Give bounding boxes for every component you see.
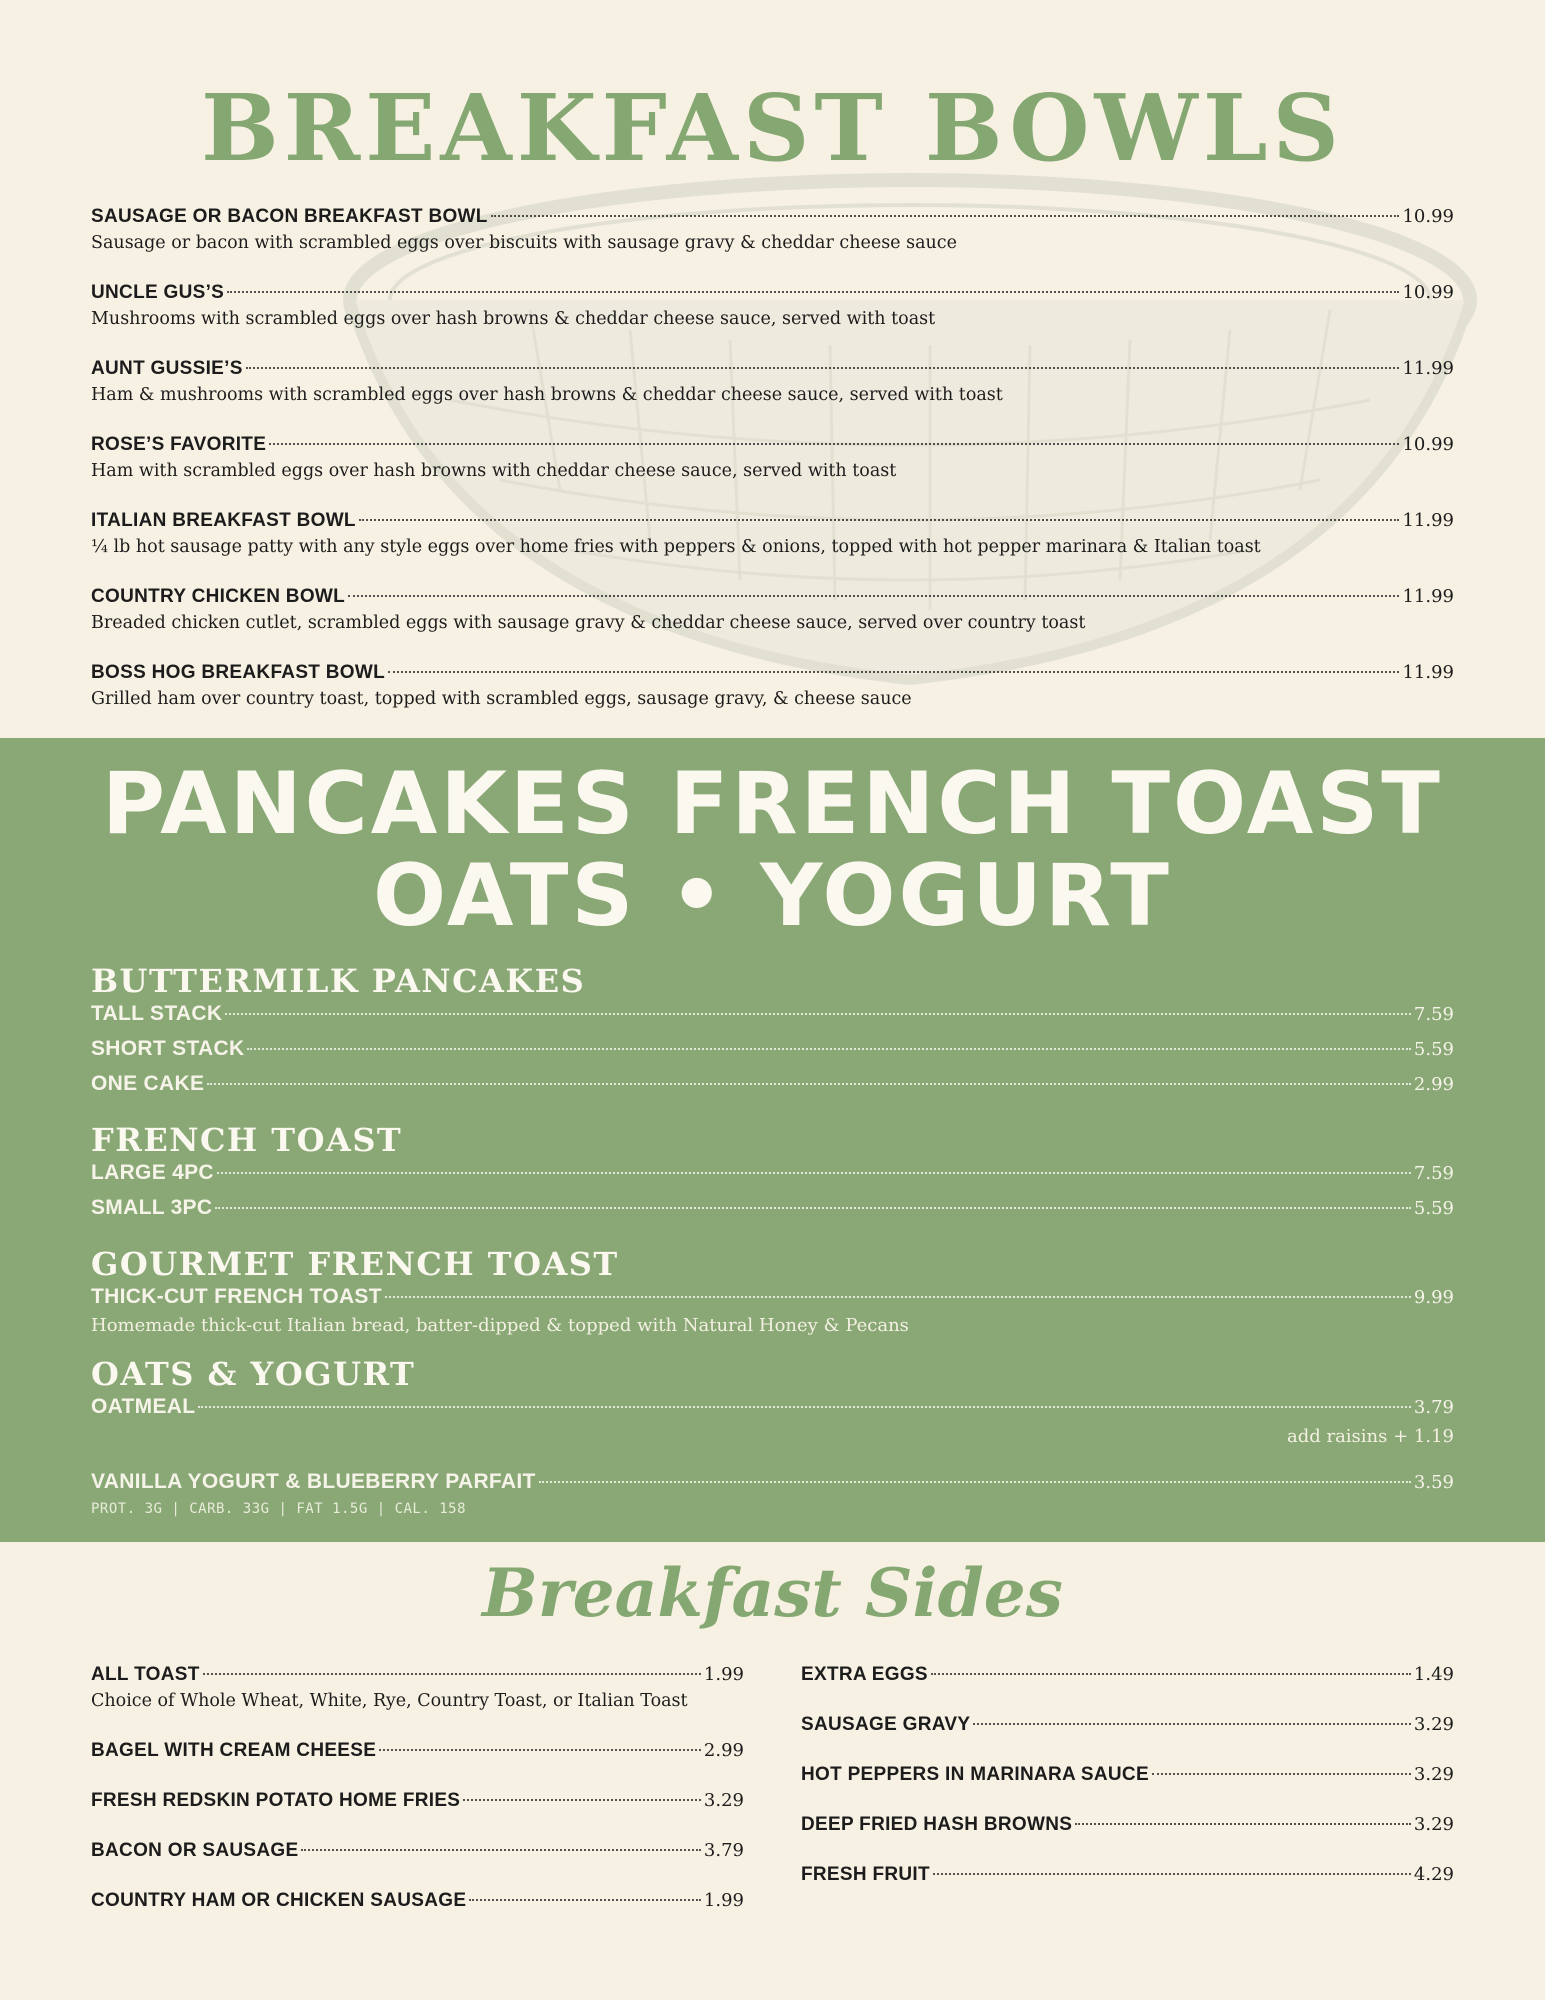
dot-leader (469, 1899, 701, 1901)
item-price: 3.79 (703, 1840, 744, 1861)
item-description: Ham with scrambled eggs over hash browns with cheddar cheese sauce, served with toast (91, 461, 897, 481)
item-price: 1.99 (703, 1890, 744, 1911)
sides-left-column (91, 1664, 744, 1940)
item-name: OATMEAL (91, 1395, 196, 1418)
breakfast-bowls-section (0, 0, 1545, 738)
dot-leader (217, 1172, 1411, 1174)
item-name: BAGEL WITH CREAM CHEESE (91, 1740, 377, 1761)
item-name: ONE CAKE (91, 1072, 205, 1095)
item-name: COUNTRY CHICKEN BOWL (91, 586, 346, 607)
title-line-1: PANCAKES FRENCH TOAST (102, 754, 1443, 854)
item-price: 5.59 (1413, 1198, 1454, 1219)
item-name: SMALL 3PC (91, 1196, 213, 1219)
item-description: Choice of Whole Wheat, White, Rye, Country Toast, or Italian Toast (91, 1691, 688, 1711)
pancakes-section (0, 738, 1545, 1542)
item-price: 4.29 (1413, 1864, 1454, 1885)
category-title-gourmet: GOURMET FRENCH TOAST (91, 1245, 619, 1283)
menu-item (91, 1890, 744, 1940)
item-description: Mushrooms with scrambled eggs over hash browns & cheddar cheese sauce, served with toast (91, 309, 936, 329)
item-price: 3.79 (1413, 1397, 1454, 1418)
menu-item (91, 282, 1454, 358)
dot-leader (385, 1296, 1411, 1298)
item-price: 10.99 (1402, 206, 1454, 227)
item-price: 1.49 (1413, 1664, 1454, 1685)
menu-item (91, 1790, 744, 1840)
item-name: TALL STACK (91, 1002, 223, 1025)
nutrition-info: PROT. 3G | CARB. 33G | FAT 1.5G | CAL. 158 (91, 1501, 467, 1517)
sides-right-column (801, 1664, 1454, 1914)
item-price: 3.59 (1413, 1472, 1454, 1493)
dot-leader (463, 1799, 701, 1801)
item-name: ITALIAN BREAKFAST BOWL (91, 510, 356, 531)
menu-item (91, 1740, 744, 1790)
item-description: Ham & mushrooms with scrambled eggs over hash browns & cheddar cheese sauce, served with toast (91, 385, 1003, 405)
item-name: BOSS HOG BREAKFAST BOWL (91, 662, 386, 683)
dot-leader (973, 1723, 1411, 1725)
dot-leader (1152, 1773, 1411, 1775)
menu-item (91, 358, 1454, 434)
item-price: 7.59 (1413, 1163, 1454, 1184)
item-price: 3.29 (1413, 1764, 1454, 1785)
item-price: 7.59 (1413, 1004, 1454, 1025)
menu-item (91, 1395, 1454, 1430)
item-description: Breaded chicken cutlet, scrambled eggs with sausage gravy & cheddar cheese sauce, served over country toast (91, 613, 1086, 633)
item-price: 11.99 (1402, 358, 1454, 379)
dot-leader (379, 1749, 701, 1751)
item-name: SAUSAGE OR BACON BREAKFAST BOWL (91, 206, 488, 227)
dot-leader (539, 1481, 1411, 1483)
dot-leader (491, 215, 1400, 217)
menu-item (801, 1664, 1454, 1714)
item-addon: add raisins + 1.19 (1286, 1426, 1454, 1447)
item-price: 3.29 (1413, 1814, 1454, 1835)
item-price: 1.99 (703, 1664, 744, 1685)
menu-item (91, 1161, 1454, 1196)
item-name: DEEP FRIED HASH BROWNS (801, 1814, 1073, 1835)
item-price: 5.59 (1413, 1039, 1454, 1060)
item-name: COUNTRY HAM OR CHICKEN SAUSAGE (91, 1890, 467, 1911)
item-description: ¼ lb hot sausage patty with any style eggs over home fries with peppers & onions, topped with hot pepper marinara & Italian toast (91, 537, 1261, 557)
item-price: 9.99 (1413, 1287, 1454, 1308)
item-name: FRESH REDSKIN POTATO HOME FRIES (91, 1790, 461, 1811)
item-name: BACON OR SAUSAGE (91, 1840, 299, 1861)
menu-item (91, 1002, 1454, 1037)
menu-item (91, 206, 1454, 282)
dot-leader (301, 1849, 700, 1851)
item-price: 2.99 (703, 1740, 744, 1761)
dot-leader (225, 1013, 1411, 1015)
dot-leader (931, 1673, 1411, 1675)
item-price: 10.99 (1402, 434, 1454, 455)
breakfast-sides-title: Breakfast Sides (482, 1554, 1063, 1632)
dot-leader (207, 1083, 1411, 1085)
dot-leader (359, 519, 1400, 521)
breakfast-bowls-list (91, 206, 1454, 738)
menu-item (91, 662, 1454, 738)
item-name: ALL TOAST (91, 1664, 200, 1685)
pancakes-section-title (0, 754, 1545, 946)
item-name: FRESH FRUIT (801, 1864, 930, 1885)
item-price: 2.99 (1413, 1074, 1454, 1095)
item-price: 11.99 (1402, 662, 1454, 683)
item-name: SHORT STACK (91, 1037, 245, 1060)
item-price: 3.29 (703, 1790, 744, 1811)
item-name: ROSE’S FAVORITE (91, 434, 267, 455)
pancakes-section-body (91, 960, 1454, 1517)
item-name: SAUSAGE GRAVY (801, 1714, 971, 1735)
menu-item (91, 1072, 1454, 1107)
dot-leader (933, 1873, 1411, 1875)
menu-item (801, 1864, 1454, 1914)
item-price: 10.99 (1402, 282, 1454, 303)
menu-item (91, 1037, 1454, 1072)
menu-item (801, 1764, 1454, 1814)
menu-item (91, 510, 1454, 586)
dot-leader (269, 443, 1399, 445)
item-name: THICK-CUT FRENCH TOAST (91, 1285, 382, 1308)
menu-item (91, 1840, 744, 1890)
menu-item (91, 1664, 744, 1740)
dot-leader (203, 1673, 701, 1675)
item-description: Sausage or bacon with scrambled eggs over biscuits with sausage gravy & cheddar cheese sauce (91, 233, 957, 253)
item-name: EXTRA EGGS (801, 1664, 928, 1685)
item-name: UNCLE GUS’S (91, 282, 225, 303)
item-name: AUNT GUSSIE’S (91, 358, 243, 379)
dot-leader (246, 367, 1400, 369)
dot-leader (1075, 1823, 1411, 1825)
item-description: Grilled ham over country toast, topped with scrambled eggs, sausage gravy, & cheese sauce (91, 689, 912, 709)
breakfast-bowls-title: BREAKFAST BOWLS (201, 74, 1344, 182)
title-line-2: OATS • YOGURT (373, 846, 1172, 946)
menu-item (91, 434, 1454, 510)
dot-leader (215, 1207, 1411, 1209)
item-name: LARGE 4PC (91, 1161, 214, 1184)
dot-leader (348, 595, 1399, 597)
item-name: VANILLA YOGURT & BLUEBERRY PARFAIT (91, 1470, 536, 1493)
dot-leader (247, 1048, 1411, 1050)
item-description: Homemade thick-cut Italian bread, batter-dipped & topped with Natural Honey & Pecans (91, 1315, 909, 1336)
menu-item (801, 1814, 1454, 1864)
dot-leader (388, 671, 1399, 673)
item-price: 11.99 (1402, 586, 1454, 607)
item-price: 3.29 (1413, 1714, 1454, 1735)
category-title-oats-yogurt: OATS & YOGURT (91, 1355, 416, 1393)
dot-leader (227, 291, 1399, 293)
menu-item (91, 586, 1454, 662)
category-title-french-toast: FRENCH TOAST (91, 1121, 403, 1159)
menu-item (91, 1470, 1454, 1505)
category-title-buttermilk: BUTTERMILK PANCAKES (91, 962, 586, 1000)
item-name: HOT PEPPERS IN MARINARA SAUCE (801, 1764, 1149, 1785)
item-price: 11.99 (1402, 510, 1454, 531)
dot-leader (198, 1406, 1411, 1408)
menu-item (91, 1196, 1454, 1231)
menu-item (801, 1714, 1454, 1764)
